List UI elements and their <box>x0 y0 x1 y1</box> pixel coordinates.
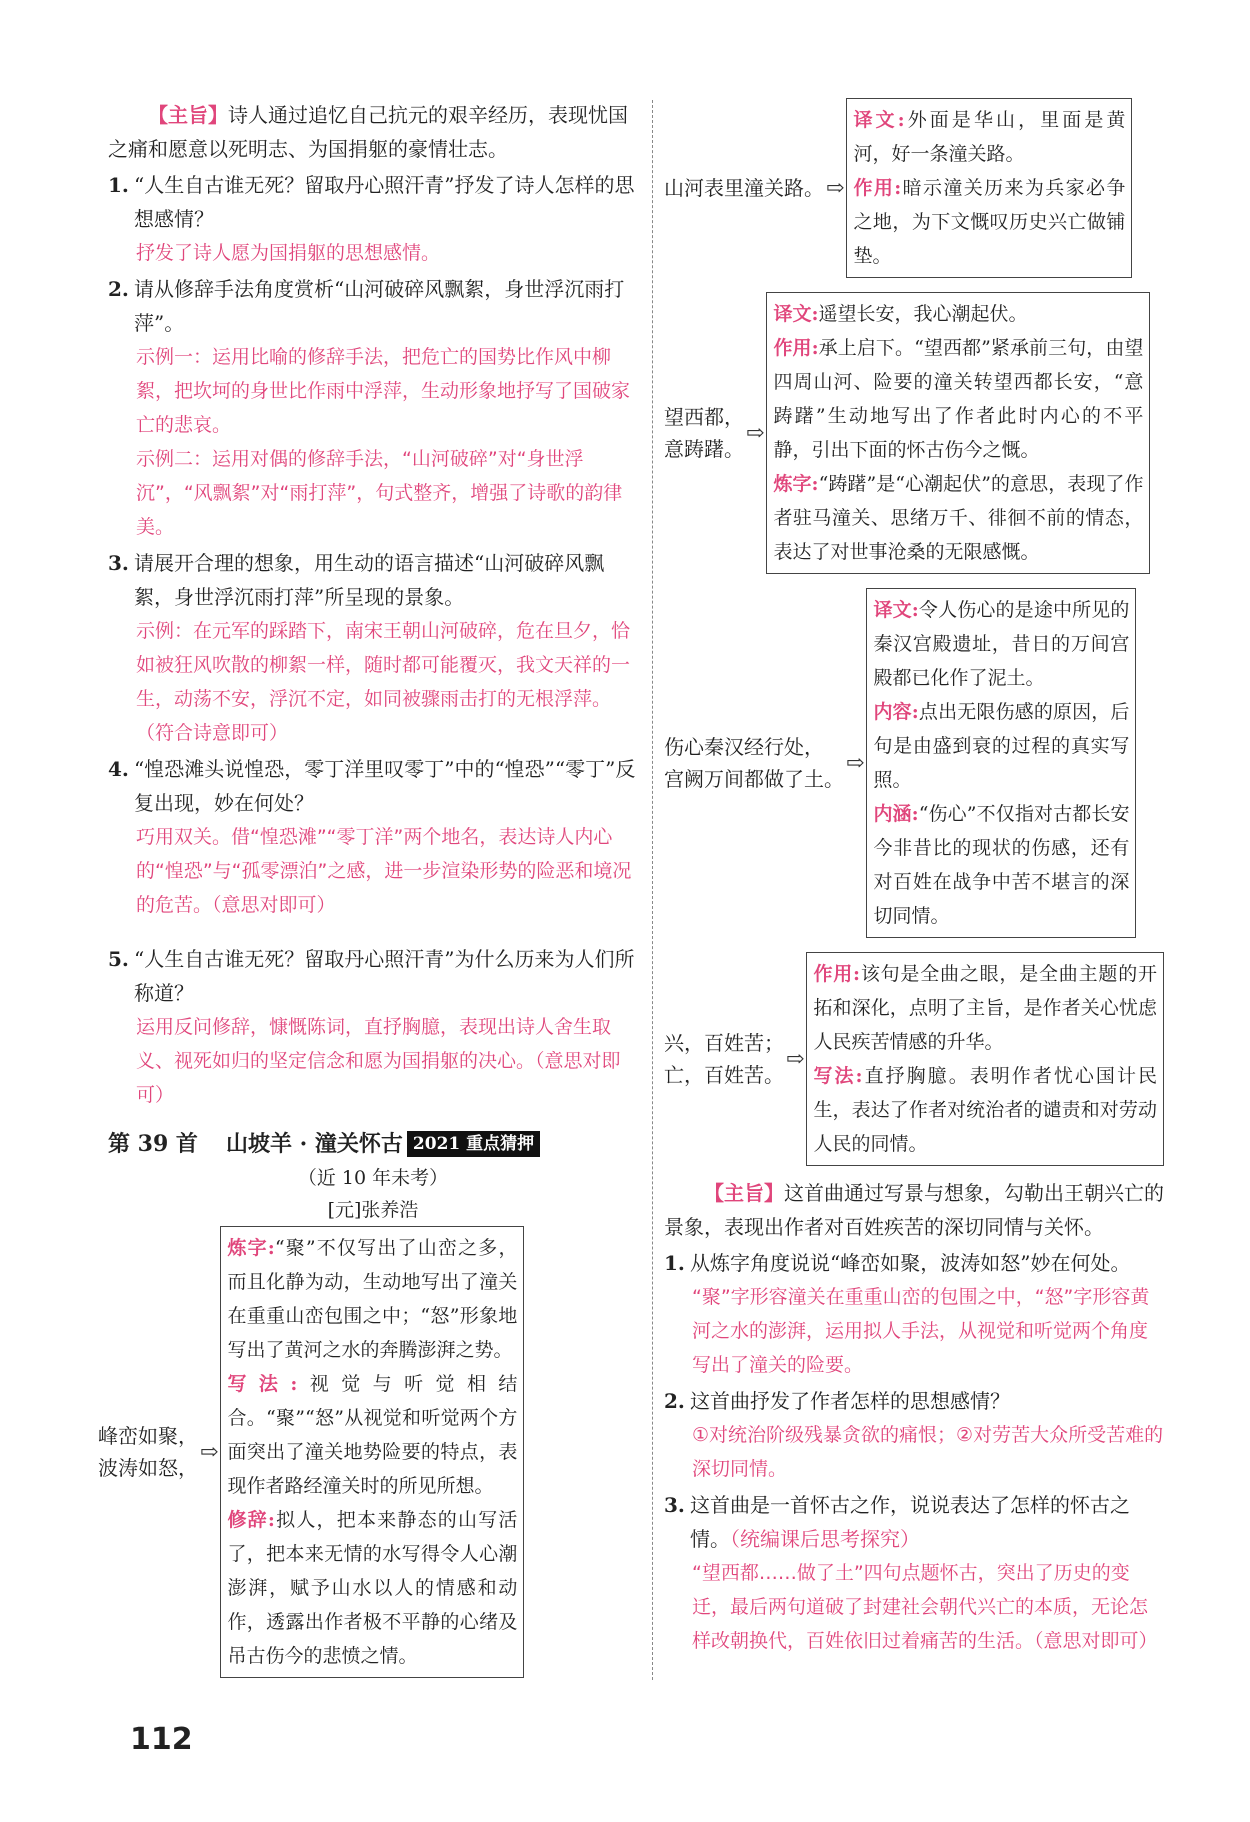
annotation-text: 外面是华山，里面是黄河，好一条潼关路。 <box>853 109 1126 165</box>
poem-line: 意踌躇。 <box>664 437 744 461</box>
annotation-key: 写法: <box>227 1373 298 1395</box>
theme-label: 【主旨】 <box>704 1181 784 1205</box>
question-number: 3. <box>108 551 129 575</box>
annotation-key: 译文: <box>853 109 905 131</box>
question-number: 2. <box>108 277 129 301</box>
question-source-note: （统编课后思考探究） <box>730 1527 920 1551</box>
question-text: 这首曲抒发了作者怎样的思想感情？ <box>690 1389 1010 1413</box>
left-theme <box>108 98 638 166</box>
right-answer-3: “望西都……做了土”四句点题怀古，突出了历史的变迁，最后两句道破了封建社会朝代兴亡的本质，无论怎样改朝换代，百姓依旧过着痛苦的生活。（意思对即可） <box>692 1562 1158 1652</box>
annotation-xingwang <box>664 952 1164 1166</box>
poem-lines <box>664 172 824 204</box>
left-answer-1: 抒发了诗人愿为国捐躯的思想感情。 <box>136 242 441 264</box>
left-question-3 <box>108 546 638 614</box>
annotation-text: 暗示潼关历来为兵家必争之地，为下文慨叹历史兴亡做铺垫。 <box>853 177 1126 267</box>
annotation-key: 作用: <box>853 177 902 199</box>
question-number: 3. <box>664 1493 685 1517</box>
annotation-key: 译文: <box>873 599 919 621</box>
right-theme <box>664 1176 1164 1244</box>
left-question-5 <box>108 942 638 1010</box>
left-answer-5: 运用反问修辞，慷慨陈词，直抒胸臆，表现出诗人舍生取义、视死如归的坚定信念和愿为国捐躯的决心。（意思对即可） <box>136 1016 621 1106</box>
annotation-key: 作用: <box>773 337 819 359</box>
annotation-text: “踌躇”是“心潮起伏”的意思，表现了作者驻马潼关、思绪万千、徘徊不前的情态，表达了对世事沧桑的无限感慨。 <box>773 473 1144 563</box>
left-answer-2b: 示例二：运用对偶的修辞手法，“山河破碎”对“身世浮沉”，“风飘絮”对“雨打萍”，句式整齐，增强了诗歌的韵律美。 <box>136 448 623 538</box>
question-number: 4. <box>108 757 129 781</box>
theme-label: 【主旨】 <box>148 103 228 127</box>
annotation-text: 直抒胸臆。表明作者忧心国计民生，表达了作者对统治者的谴责和对劳动人民的同情。 <box>813 1065 1157 1155</box>
question-text: “人生自古谁无死？留取丹心照汗青”抒发了诗人怎样的思想感情？ <box>134 173 635 231</box>
annotation-text: 该句是全曲之眼，是全曲主题的开拓和深化，点明了主旨，是作者关心忧虑人民疾苦情感的升华。 <box>813 963 1157 1053</box>
poem-author: [元]张养浩 <box>327 1199 419 1221</box>
left-answer-4: 巧用双关。借“惶恐滩”“零丁洋”两个地名，表达诗人内心的“惶恐”与“孤零漂泊”之感，进一步渲染形势的险恶和境况的危苦。（意思对即可） <box>136 826 632 916</box>
poem-line: 宫阙万间都做了土。 <box>664 767 844 791</box>
left-question-1 <box>108 168 638 236</box>
annotation-shanhe <box>664 98 1164 278</box>
poem-line: 山河表里潼关路。 <box>664 176 824 200</box>
annotation-text: “聚”不仅写出了山峦之多，而且化静为动，生动地写出了潼关在重重山峦包围之中；“怒”形象地写出了黄河之水的奔腾澎湃之势。 <box>227 1237 518 1361</box>
annotation-text: 遥望长安，我心潮起伏。 <box>818 303 1028 325</box>
poem-line: 峰峦如聚， <box>98 1424 198 1448</box>
annotation-text: 视觉与听觉相结合。“聚”“怒”从视觉和听觉两个方面突出了潼关地势险要的特点，表现作者路经潼关时的所见所想。 <box>227 1373 518 1497</box>
poem-exam-note: （近 10 年未考） <box>297 1167 449 1189</box>
poem-line: 波涛如怒， <box>98 1456 198 1480</box>
question-text: “人生自古谁无死？留取丹心照汗青”为什么历来为人们所称道？ <box>134 947 635 1005</box>
question-number: 1. <box>108 173 129 197</box>
left-question-2 <box>108 272 638 340</box>
annotation-shangxin <box>664 588 1164 938</box>
question-text: 请从修辞手法角度赏析“山河破碎风飘絮，身世浮沉雨打萍”。 <box>134 277 625 335</box>
right-question-1 <box>664 1246 1164 1280</box>
question-text: 这首曲是一首怀古之作，说说表达了怎样的怀古之情。 <box>690 1493 1130 1551</box>
arrow-right-icon: ⇨ <box>846 750 865 776</box>
right-answer-2: ①对统治阶级残暴贪欲的痛恨；②对劳苦大众所受苦难的深切同情。 <box>692 1424 1164 1480</box>
arrow-right-icon: ⇨ <box>826 175 845 201</box>
annotation-wangxidu <box>664 292 1164 574</box>
column-divider <box>652 100 653 1680</box>
annotation-key: 炼字: <box>773 473 819 495</box>
annotation-text: 令人伤心的是途中所见的秦汉宫殿遗址，昔日的万间宫殿都已化作了泥土。 <box>873 599 1130 689</box>
question-text: 请展开合理的想象，用生动的语言描述“山河破碎风飘絮，身世浮沉雨打萍”所呈现的景象。 <box>134 551 605 609</box>
annotation-key: 内涵: <box>873 803 919 825</box>
question-text: “惶恐滩头说惶恐，零丁洋里叹零丁”中的“惶恐”“零丁”反复出现，妙在何处？ <box>134 757 636 815</box>
annotation-text: 承上启下。“望西都”紧承前三句，由望四周山河、险要的潼关转望西都长安，“意踌躇”生动地写出了作者此时内心的不平静，引出下面的怀古伤今之慨。 <box>773 337 1144 461</box>
poem-title <box>108 1126 638 1162</box>
annotation-text: 点出无限伤感的原因，后句是由盛到衰的过程的真实写照。 <box>873 701 1130 791</box>
poem-line: 兴，百姓苦； <box>664 1031 784 1055</box>
key-prediction-badge: 2021 重点猜押 <box>407 1131 540 1157</box>
right-answer-1: “聚”字形容潼关在重重山峦的包围之中，“怒”字形容黄河之水的澎湃，运用拟人手法，从视觉和听觉两个角度写出了潼关的险要。 <box>692 1286 1150 1376</box>
question-text: 从炼字角度说说“峰峦如聚，波涛如怒”妙在何处。 <box>690 1251 1131 1275</box>
left-answer-2a: 示例一：运用比喻的修辞手法，把危亡的国势比作风中柳絮，把坎坷的身世比作雨中浮萍，生动形象地抒写了国破家亡的悲哀。 <box>136 346 631 436</box>
left-question-4 <box>108 752 638 820</box>
annotation-key: 写法: <box>813 1065 863 1087</box>
poem-name: 山坡羊 · 潼关怀古 <box>225 1131 403 1157</box>
poem-number: 第 39 首 <box>108 1131 198 1157</box>
annotation-text: 拟人，把本来静态的山写活了，把本来无情的水写得令人心潮澎湃，赋予山水以人的情感和动作，透露出作者极不平静的心绪及吊古伤今的悲愤之情。 <box>227 1509 518 1667</box>
question-number: 1. <box>664 1251 685 1275</box>
left-answer-3: 示例：在元军的踩踏下，南宋王朝山河破碎，危在旦夕，恰如被狂风吹散的柳絮一样，随时都可能覆灭，我文天祥的一生，动荡不安，浮沉不定，如同被骤雨击打的无根浮萍。（符合诗意即可） <box>136 620 631 744</box>
right-question-3 <box>664 1488 1164 1556</box>
annotation-key: 修辞: <box>227 1509 275 1531</box>
page-number: 112 <box>130 1722 193 1757</box>
annotation-text: “伤心”不仅指对古都长安今非昔比的现状的伤感，还有对百姓在战争中苦不堪言的深切同情。 <box>873 803 1130 927</box>
annotation-box <box>866 588 1136 938</box>
annotation-box <box>806 952 1164 1166</box>
poem-line: 伤心秦汉经行处， <box>664 735 824 759</box>
annotation-box <box>766 292 1150 574</box>
poem-lines <box>664 1027 784 1091</box>
annotation-box <box>220 1226 524 1678</box>
poem-lines <box>98 1420 198 1484</box>
annotation-key: 作用: <box>813 963 861 985</box>
poem-lines <box>664 731 844 795</box>
annotation-box <box>846 98 1132 278</box>
right-question-2 <box>664 1384 1164 1418</box>
annotation-fengluan <box>98 1226 638 1678</box>
right-column <box>664 98 1164 1658</box>
annotation-key: 炼字: <box>227 1237 275 1259</box>
arrow-right-icon: ⇨ <box>200 1439 219 1465</box>
theme-text: 诗人通过追忆自己抗元的艰辛经历，表现忧国之痛和愿意以死明志、为国捐躯的豪情壮志。 <box>108 103 628 161</box>
arrow-right-icon: ⇨ <box>786 1046 805 1072</box>
question-number: 5. <box>108 947 129 971</box>
left-column <box>98 98 638 1678</box>
annotation-key: 内容: <box>873 701 919 723</box>
theme-text: 这首曲通过写景与想象，勾勒出王朝兴亡的景象，表现出作者对百姓疾苦的深切同情与关怀。 <box>664 1181 1164 1239</box>
question-number: 2. <box>664 1389 685 1413</box>
annotation-key: 译文: <box>773 303 819 325</box>
poem-lines <box>664 401 744 465</box>
poem-line: 亡，百姓苦。 <box>664 1063 784 1087</box>
arrow-right-icon: ⇨ <box>746 420 765 446</box>
poem-line: 望西都， <box>664 405 744 429</box>
